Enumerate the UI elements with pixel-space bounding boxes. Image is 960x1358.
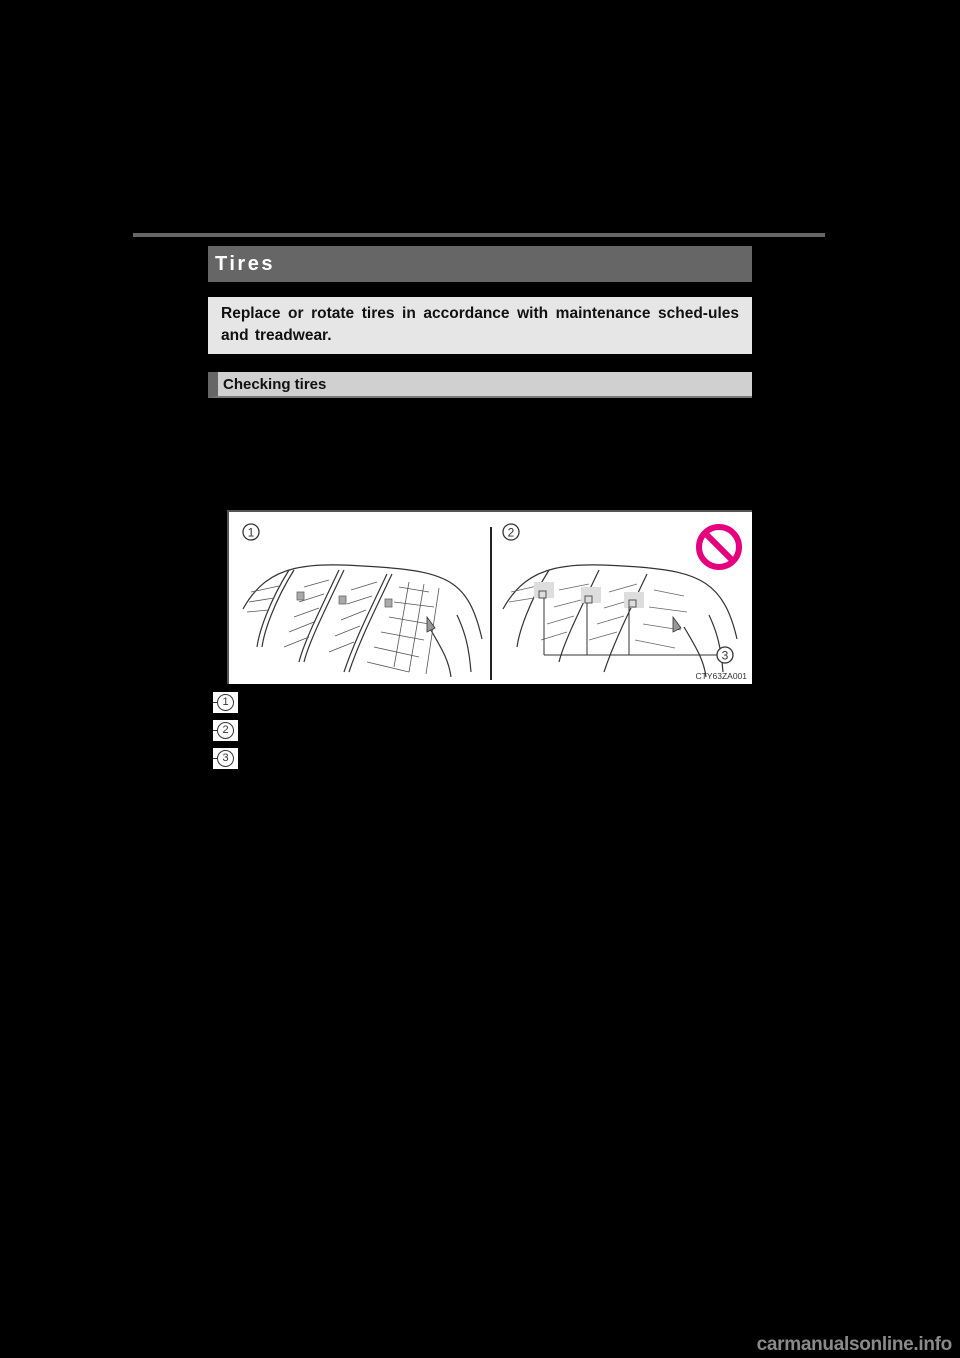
legend-number: 1 bbox=[217, 694, 234, 711]
intro-text: Replace or rotate tires in accordance with maintenance sched-ules and treadwear. bbox=[221, 305, 739, 344]
section-title: Tires bbox=[215, 253, 275, 275]
prohibition-icon bbox=[699, 527, 739, 567]
legend-number: 2 bbox=[217, 722, 234, 739]
legend-marker-2 bbox=[213, 720, 238, 741]
legend-marker-1 bbox=[213, 692, 238, 713]
subsection-title: Checking tires bbox=[223, 376, 327, 393]
intro-box bbox=[208, 297, 752, 354]
header-divider bbox=[133, 233, 825, 237]
legend-marker-3 bbox=[213, 748, 238, 769]
svg-text:2: 2 bbox=[507, 525, 515, 540]
svg-text:3: 3 bbox=[721, 648, 729, 663]
figure-code: CTY63ZA001 bbox=[695, 671, 747, 681]
svg-text:1: 1 bbox=[247, 525, 255, 540]
subsection-title-bar bbox=[208, 372, 752, 398]
watermark: carmanualsonline.info bbox=[756, 1334, 952, 1355]
tire-drawing bbox=[229, 512, 754, 686]
tire-tread-illustration bbox=[227, 510, 752, 684]
section-title-bar bbox=[208, 246, 752, 282]
legend-number: 3 bbox=[217, 750, 234, 767]
